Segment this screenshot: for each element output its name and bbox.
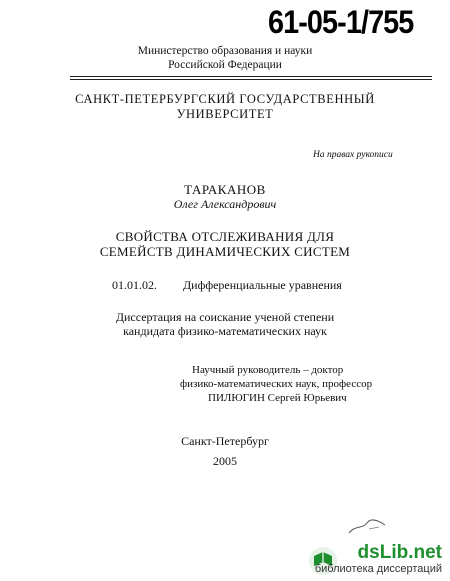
ministry-line-2: Российской Федерации (168, 59, 282, 71)
dissertation-line-1: Диссертация на соискание ученой степени (115, 310, 335, 324)
year: 2005 (213, 454, 237, 468)
ministry-line-1: Министерство образования и науки (137, 45, 313, 57)
dissertation-line-2: кандидата физико-математических наук (123, 324, 327, 338)
city: Санкт-Петербург (181, 434, 269, 448)
supervisor-line-3: ПИЛЮГИН Сергей Юрьевич (208, 392, 347, 404)
author-surname: ТАРАКАНОВ (184, 182, 266, 197)
watermark-brand-tld: .net (408, 542, 442, 563)
university-line-2: УНИВЕРСИТЕТ (176, 107, 274, 121)
watermark-brand-lib: Lib (379, 542, 409, 563)
thesis-title-line-1: СВОЙСТВА ОТСЛЕЖИВАНИЯ ДЛЯ (115, 229, 335, 244)
thesis-title-line-2: СЕМЕЙСТВ ДИНАМИЧЕСКИХ СИСТЕМ (99, 244, 351, 259)
watermark-subtitle: библиотека диссертаций (314, 563, 442, 575)
watermark (315, 543, 442, 575)
university-line-1: САНКТ-ПЕТЕРБУРГСКИЙ ГОСУДАРСТВЕННЫЙ (75, 92, 375, 106)
specialty-code: 01.01.02. (112, 278, 157, 292)
supervisor-line-1: Научный руководитель – доктор (192, 364, 344, 376)
rights-note: На правах рукописи (313, 150, 393, 160)
specialty-name: Дифференциальные уравнения (183, 278, 342, 292)
watermark-brand-ds: ds (357, 542, 380, 563)
handwritten-mark-icon (345, 515, 395, 537)
watermark-brand (315, 543, 442, 563)
author-given-names: Олег Александрович (173, 197, 277, 211)
header-divider (70, 76, 432, 80)
supervisor-line-2: физико-математических наук, профессор (180, 378, 373, 390)
archive-stamp-number: 61-05-1/755 (268, 4, 414, 40)
